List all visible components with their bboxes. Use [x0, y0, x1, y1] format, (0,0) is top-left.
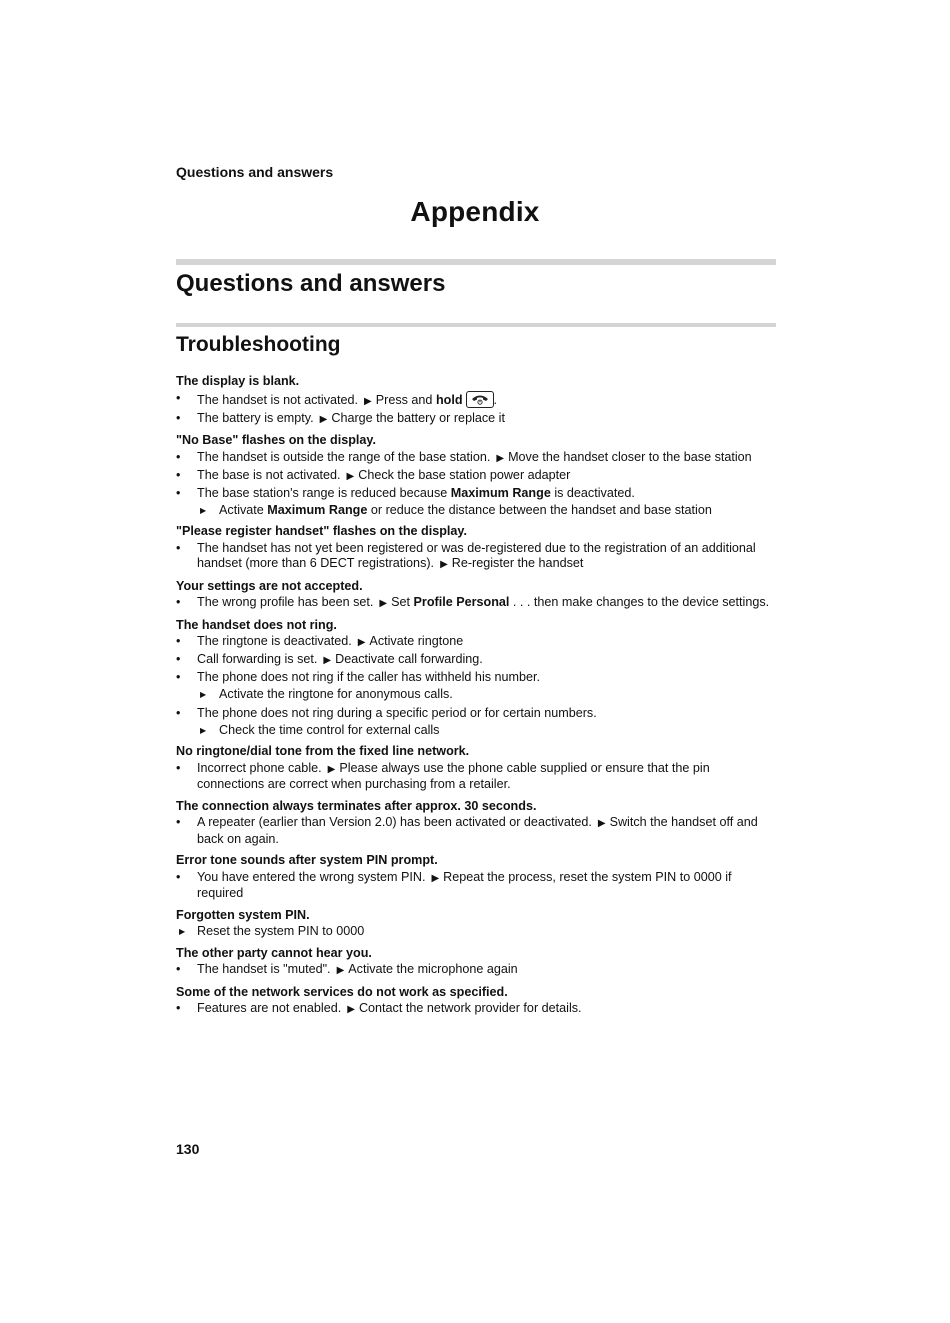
item-text: Incorrect phone cable. [197, 760, 322, 775]
sub-text: Activate [219, 502, 268, 517]
step-arrow-icon: ▶ [200, 725, 207, 735]
list-item [176, 634, 776, 651]
list-item [176, 870, 776, 902]
item-action: Contact the network provider for details. [358, 1001, 582, 1015]
bullet: • [176, 760, 181, 775]
bullet: • [176, 869, 181, 884]
bullet: • [176, 467, 181, 482]
item-text: The base station's range is reduced because [197, 485, 451, 500]
item-text: The handset has not yet been registered or was de-registered due to the registration of an additional handset (more than 6 DECT registrations). [197, 540, 756, 570]
bullet: • [176, 670, 181, 684]
step-arrow-icon: ▶ [179, 927, 186, 936]
arrow-right-icon: ▶ [379, 598, 388, 609]
list-item [176, 595, 776, 612]
question-heading: The connection always terminates after approx. 30 seconds. [176, 798, 537, 813]
subsection-divider [176, 323, 776, 327]
item-text: The handset is outside the range of the base station. [197, 449, 491, 464]
item-action: Switch the handset off and back on again. [197, 815, 758, 846]
question-heading: The display is blank. [176, 374, 300, 388]
arrow-right-icon: ▶ [347, 1004, 355, 1015]
troubleshooting-list [176, 374, 776, 1019]
arrow-right-icon: ▶ [597, 818, 606, 829]
item-text: The battery is empty. [197, 410, 314, 425]
item-text: Call forwarding is set. [197, 652, 318, 666]
bullet: • [176, 485, 181, 500]
item-text: The base is not activated. [197, 467, 341, 482]
question-heading: The handset does not ring. [176, 617, 337, 632]
item-text: Features are not enabled. [197, 1001, 342, 1015]
item-action: Check the base station power adapter [358, 467, 571, 482]
item-text: The handset is "muted". [197, 962, 331, 976]
item-action: Re-register the handset [451, 556, 584, 570]
running-head: Questions and answers [176, 164, 334, 180]
arrow-right-icon: ▶ [364, 395, 372, 407]
bullet: • [176, 962, 181, 976]
bullet: • [176, 410, 181, 425]
item-action: Repeat the process, reset the system PIN to 0000 if required [197, 869, 732, 900]
item-text: A repeater (earlier than Version 2.0) has been activated or deactivated. [197, 815, 592, 829]
list-item [176, 706, 776, 722]
section-divider [176, 259, 776, 265]
item-text: The handset is not activated. [197, 392, 359, 407]
step-arrow-icon: ▶ [200, 505, 207, 515]
item-action: Press and [375, 392, 436, 407]
question-heading: No ringtone/dial tone from the fixed line network. [176, 744, 470, 758]
step-text: Reset the system PIN to 0000 [197, 924, 365, 938]
step-arrow-icon: ▶ [200, 690, 207, 699]
bullet: • [176, 652, 181, 666]
item-action: Move the handset closer to the base station [508, 449, 752, 464]
bullet: • [176, 634, 181, 648]
question-heading: Forgotten system PIN. [176, 907, 310, 922]
item-action: Deactivate call forwarding. [335, 652, 483, 666]
bullet: • [176, 1001, 181, 1015]
arrow-right-icon: ▶ [323, 655, 332, 666]
sub-step [176, 503, 776, 519]
arrow-right-icon: ▶ [327, 763, 336, 775]
list-item [176, 761, 776, 793]
bullet: • [176, 449, 181, 464]
arrow-right-icon: ▶ [357, 637, 366, 648]
sub-text: Activate the ringtone for anonymous calls. [219, 687, 453, 701]
item-action: Activate ringtone [369, 634, 464, 648]
bullet: • [176, 390, 181, 405]
list-item [176, 1001, 776, 1018]
item-action-end: . . . then make changes to the device settings. [509, 595, 770, 609]
sub-text: Check the time control for external calls [219, 722, 440, 737]
item-action: Charge the battery or replace it [331, 410, 505, 425]
question-heading: "No Base" flashes on the display. [176, 433, 376, 447]
arrow-right-icon: ▶ [431, 872, 440, 884]
page-number: 130 [176, 1141, 200, 1157]
chapter-title: Appendix [410, 196, 540, 227]
item-text-bold: Maximum Range [450, 485, 551, 500]
arrow-right-icon: ▶ [496, 452, 505, 464]
list-item [176, 815, 776, 847]
list-item [176, 411, 776, 428]
item-action: Please always use the phone cable supplied or ensure that the pin connections are correct when purchasing from a retailer. [197, 760, 710, 791]
sub-step [176, 723, 776, 739]
sub-text-bold: Maximum Range [267, 502, 368, 517]
bullet: • [176, 595, 181, 609]
subsection-title: Troubleshooting [176, 333, 341, 356]
list-item [176, 541, 776, 573]
item-text: The ringtone is deactivated. [197, 634, 352, 648]
end-call-key-icon [466, 391, 494, 408]
question-heading: "Please register handset" flashes on the display. [176, 524, 467, 538]
step [176, 924, 776, 940]
list-item [176, 652, 776, 669]
list-item [176, 670, 776, 686]
bullet: • [176, 540, 181, 555]
item-action-bold: hold [435, 392, 463, 407]
question-heading: Some of the network services do not work as specified. [176, 984, 508, 999]
sub-text-end: or reduce the distance between the handset and base station [367, 502, 712, 517]
item-text: The wrong profile has been set. [197, 595, 374, 609]
list-item [176, 450, 776, 467]
item-text: You have entered the wrong system PIN. [197, 869, 426, 884]
item-action: Activate the microphone again [348, 962, 518, 976]
item-action-end: . [493, 392, 498, 407]
item-text: The phone does not ring if the caller has withheld his number. [197, 670, 541, 684]
arrow-right-icon: ▶ [319, 413, 328, 425]
arrow-right-icon: ▶ [336, 965, 345, 976]
item-text-end: is deactivated. [550, 485, 635, 500]
list-item [176, 962, 776, 979]
list-item [176, 486, 776, 502]
arrow-right-icon: ▶ [440, 559, 448, 570]
list-item [176, 391, 776, 410]
arrow-right-icon: ▶ [346, 470, 355, 482]
question-heading: Error tone sounds after system PIN prompt. [176, 853, 438, 867]
list-item [176, 468, 776, 485]
item-action-bold: Profile Personal [413, 595, 510, 609]
section-title: Questions and answers [176, 270, 446, 297]
item-action: Set [391, 595, 414, 609]
sub-step [176, 687, 776, 703]
bullet: • [176, 705, 181, 720]
bullet: • [176, 815, 181, 829]
question-heading: Your settings are not accepted. [176, 578, 363, 593]
question-heading: The other party cannot hear you. [176, 945, 372, 960]
item-text: The phone does not ring during a specific period or for certain numbers. [197, 705, 597, 720]
